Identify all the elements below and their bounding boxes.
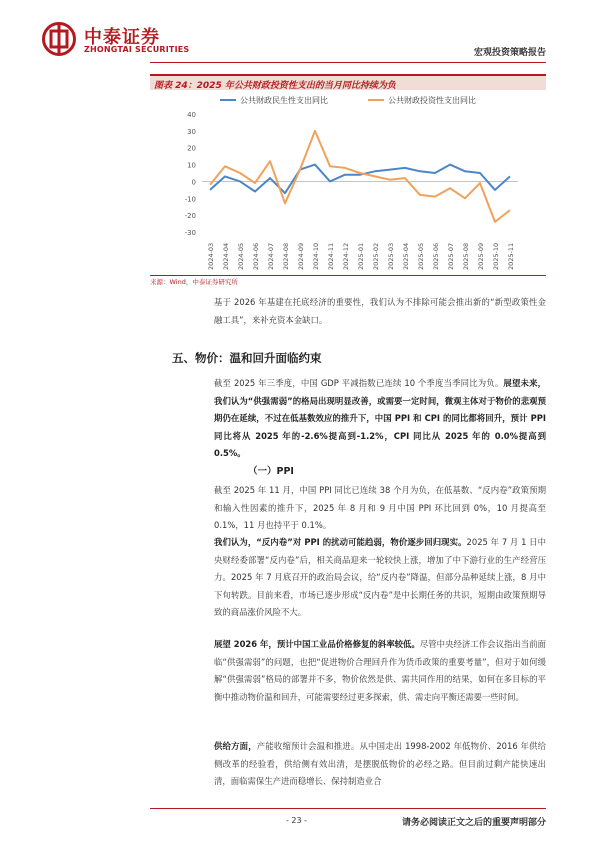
paragraph-plain-text: 截至 2025 年三季度，中国 GDP 平减指数已连续 10 个季度当季同比为负。 [214,378,504,388]
company-logo [42,22,76,56]
x-tick-label: 2025-07 [447,242,455,270]
x-tick-label: 2025-04 [402,242,410,270]
paragraph-bold-text: 供给方面， [214,741,257,751]
x-tick-label: 2024-03 [207,242,215,270]
brand-name-en: ZHONGTAI SECURITIES [84,45,190,54]
legend-label-1: 公共财政民生性支出同比 [240,96,328,105]
figure-source: 来源：Wind，中泰证券研究所 [150,278,238,286]
paragraph-price-outlook [214,375,546,463]
header-divider [150,62,546,63]
x-tick-label: 2025-05 [417,242,425,270]
paragraph-plain-text: 2025 年 7 月 1 日中央财经委部署“反内卷”后，相关商品迎来一轮较快上涨，增加了中下游行业的生产经营压力。2025 年 7 月底召开的政治局会议，给“反内卷”降温，但部分品种延续上涨，8 月中下旬转跌。目前来看，市场已逐步形成“反内卷”是中长期任务的共识，短期由政策预期导致的商品涨价风险不大。 [214,537,547,617]
x-tick-label: 2024-12 [342,242,350,270]
paragraph-plain-text: 产能收缩预计会温和推进。从中国走出 1998-2002 年低物价、2016 年供给侧改革的经验看，供给侧有效出清，是摆脱低物价的必经之路。但目前过剩产能快速出清，面临需保生产进而稳增长、保持制造业合 [214,741,546,786]
y-tick-label: 10 [187,161,196,170]
y-tick-label: 30 [187,127,196,136]
x-tick-label: 2025-11 [507,242,515,270]
paragraph-supply-side [214,738,546,791]
report-type: 宏观投资策略报告 [473,48,546,58]
footer-divider [150,808,546,809]
legend-label-2: 公共财政投资性支出同比 [388,96,476,105]
x-tick-label: 2025-10 [492,242,500,270]
paragraph-bold-text: 展望 2026 年，预计中国工业品价格修复的斜率较低。 [214,639,420,649]
x-tick-label: 2024-07 [267,242,275,270]
paragraph-ppi-status: 截至 2025 年 11 月，中国 PPI 同比已连续 38 个月为负，在低基数、“反内卷”政策预期和输入性因素的推升下，2025 年 8 月和 9 月中国 PPI 环比回到 0%，10 月提高至 0.1%，11 月也持平于 0.1%。 [214,485,546,530]
x-tick-label: 2024-08 [282,242,290,270]
brand-name-cn: 中泰证券 [84,27,160,48]
line-chart [168,92,528,272]
footer-disclaimer: 请务必阅读正文之后的重要声明部分 [401,818,546,828]
x-tick-label: 2025-08 [462,242,470,270]
y-tick-label: 0 [191,178,196,187]
y-tick-label: 40 [187,111,196,119]
x-tick-label: 2024-04 [222,242,230,270]
paragraph-plain-text: 尽管中央经济工作会议指出当前面临“供强需弱”的问题，也把“促进物价合理回升作为货币政策的重要考量”，但对于如何缓解“供强需弱”格局的部署并不多，物价依然是供、需共同作用的结果，如何在多目标的平衡中推动物价温和回升，可能需要经过更多探索，供、需走向平衡还需要一些时间。 [214,639,546,702]
paragraph-bold-text: 我们认为，“反内卷”对 PPI 的扰动可能趋弱，物价逐步回归现实。 [214,537,467,547]
figure-title: 图表 24：2025 年公共财政投资性支出的当月同比持续为负 [150,74,546,90]
y-tick-label: -20 [184,212,196,221]
y-tick-label: -30 [184,229,196,237]
x-tick-label: 2025-03 [387,242,395,270]
page-number: - 23 - [286,816,308,825]
paragraph-bold-text: 展望未来，我们认为“供强需弱”的格局出现明显改善，或需要一定时间，微观主体对于物价的悲观预期仍在延续，不过在低基数效应的推升下，中国 PPI 和 CPI 的同比都将回升，预计 PPI 同比将从 2025 年的-2.6%提高到-1.2%，CPI 同比从 2025 年的 0.0%提高到 0.5%。 [214,378,546,458]
subsection-title: （一）PPI [248,466,294,477]
y-tick-label: -10 [184,195,196,204]
paragraph-2026-outlook [214,636,546,706]
paragraph-infrastructure: 基于 2026 年基建在托底经济的重要性，我们认为不排除可能会推出新的“新型政策性金融工具”，来补充资本金缺口。 [214,297,546,325]
x-tick-label: 2024-11 [327,242,335,270]
x-tick-label: 2025-06 [432,242,440,270]
x-tick-label: 2024-06 [252,242,260,270]
x-tick-label: 2025-02 [372,242,380,270]
x-tick-label: 2024-10 [312,242,320,270]
series-line-1 [210,165,510,194]
y-tick-label: 20 [187,144,196,153]
section-title: 五、物价：温和回升面临约束 [172,351,322,365]
x-tick-label: 2025-09 [477,242,485,270]
x-tick-label: 2024-09 [297,242,305,270]
figure-bottom-divider [150,275,546,276]
x-tick-label: 2025-01 [357,242,365,270]
x-tick-label: 2024-05 [237,242,245,270]
series-line-2 [210,131,510,222]
paragraph-anti-involution [214,534,546,622]
